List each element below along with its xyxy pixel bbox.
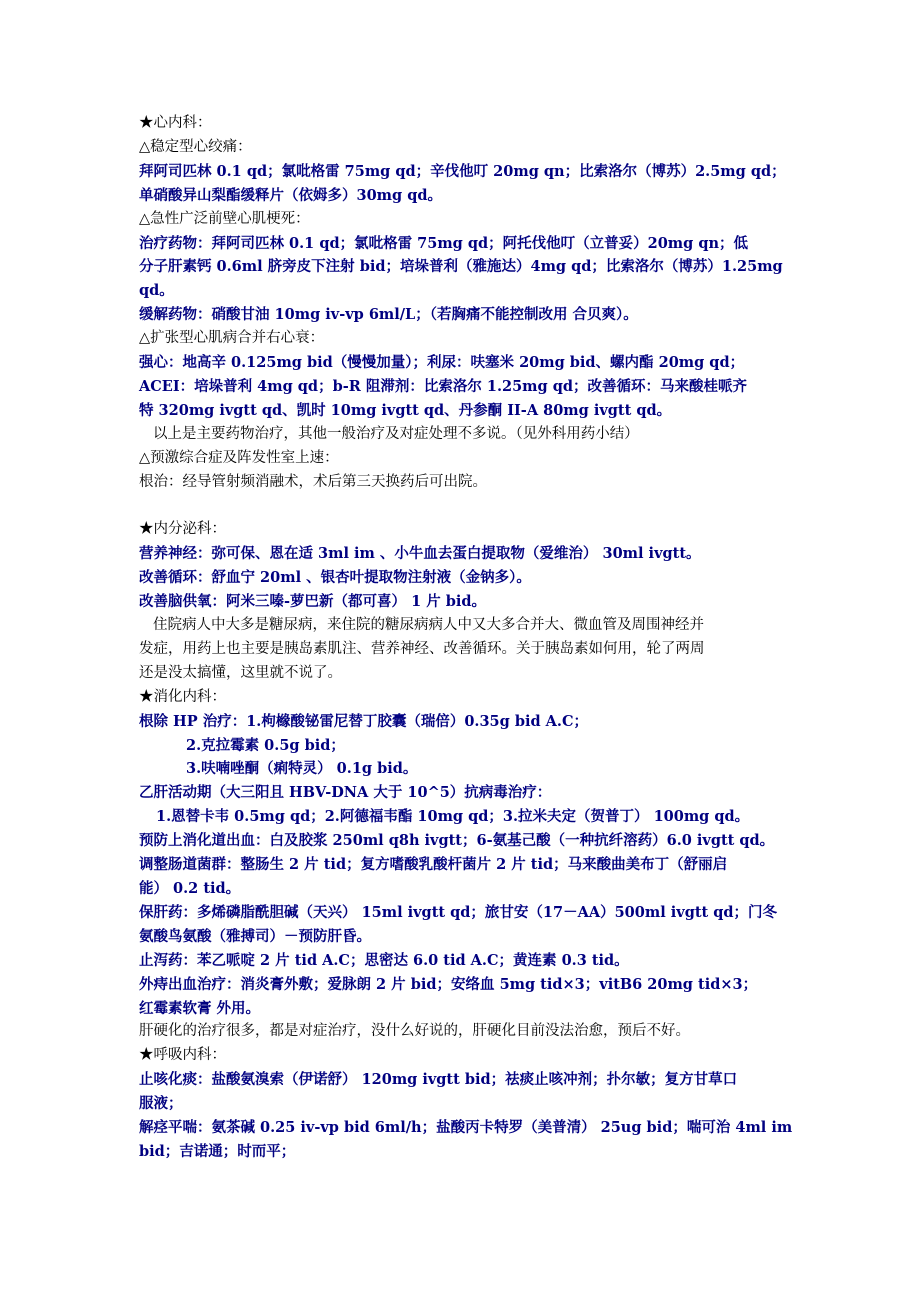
text-line: 氨酸鸟氨酸（雅搏司）－预防肝昏。 <box>139 927 371 945</box>
text-line: 拜阿司匹林 0.1 qd；氯吡格雷 75mg qd；辛伐他叮 20mg qn；比索洛尔（博苏）2.5mg qd； <box>139 162 786 180</box>
text-line: 预防上消化道出血：白及胶浆 250ml q8h ivgtt；6-氨基己酸（一种抗纤溶药）6.0 ivgtt qd。 <box>139 832 775 850</box>
text-line: 改善循环：舒血宁 20ml 、银杏叶提取物注射液（金钠多）。 <box>139 569 531 587</box>
heading-line: △稳定型心绞痛： <box>139 138 252 155</box>
text-line: 止咳化痰：盐酸氨溴索（伊诺舒） 120mg ivgtt bid；祛痰止咳冲剂；扑尔敏；复方甘草口 <box>139 1071 738 1089</box>
heading-line: ★内分泌科： <box>139 521 226 538</box>
heading-line: ★心内科： <box>139 115 212 131</box>
text-line: 调整肠道菌群：整肠生 2 片 tid；复方嗜酸乳酸杆菌片 2 片 tid；马来酸曲美布丁（舒丽启 <box>139 856 728 874</box>
heading-line: ★呼吸内科： <box>139 1047 226 1064</box>
heading-line: ★消化内科： <box>139 688 226 705</box>
text-line: 1.恩替卡韦 0.5mg qd；2.阿德福韦酯 10mg qd；3.拉米夫定（贺普丁） 100mg qd。 <box>156 808 750 826</box>
heading-line: △扩张型心肌病合并右心衰： <box>139 330 325 347</box>
text-line: 改善脑供氧：阿米三嗪-萝巴新（都可喜） 1 片 bid。 <box>139 593 487 611</box>
heading-line: △急性广泛前壁心肌梗死： <box>139 210 310 227</box>
text-line: 保肝药：多烯磷脂酰胆碱（天兴） 15ml ivgtt qd；旅甘安（17－AA）500ml ivgtt qd；门冬 <box>139 903 778 921</box>
heading-line: 住院病人中大多是糖尿病，来住院的糖尿病病人中又大多合并大、微血管及周围神经并 <box>153 617 704 634</box>
text-line: 能） 0.2 tid。 <box>139 879 241 897</box>
text-line: 营养神经：弥可保、恩在适 3ml im 、小牛血去蛋白提取物（爱维治） 30ml ivgtt。 <box>139 545 701 563</box>
text-line: bid；吉诺通；时而平； <box>139 1142 296 1160</box>
heading-line: 还是没太搞懂，这里就不说了。 <box>139 664 342 681</box>
text-line: 红霉素软膏 外用。 <box>139 999 261 1017</box>
text-line: 止泻药：苯乙哌啶 2 片 tid A.C；思密达 6.0 tid A.C；黄连素 0.3 tid。 <box>139 951 629 969</box>
text-line: 单硝酸异山梨酯缓释片（依姆多）30mg qd。 <box>139 186 442 204</box>
text-line: 解痉平喘：氨茶碱 0.25 iv-vp bid 6ml/h；盐酸丙卡特罗（美普清） 25ug bid；喘可治 4ml im <box>139 1119 793 1137</box>
text-line: qd。 <box>139 282 174 300</box>
text-line: 乙肝活动期（大三阳且 HBV-DNA 大于 10^5）抗病毒治疗： <box>139 784 552 802</box>
blank-line <box>139 495 799 519</box>
text-line: 分子肝素钙 0.6ml 脐旁皮下注射 bid；培垛普利（雅施达）4mg qd；比索洛尔（博苏）1.25mg <box>139 258 783 276</box>
text-line: 外痔出血治疗：消炎膏外敷；爱脉朗 2 片 bid；安络血 5mg tid×3；vitB6 20mg tid×3； <box>139 975 758 993</box>
text-line: 缓解药物：硝酸甘油 10mg iv-vp 6ml/L；（若胸痛不能控制改用 合贝爽）。 <box>139 306 638 324</box>
heading-line: 根治：经导管射频消融术，术后第三天换药后可出院。 <box>139 473 487 490</box>
heading-line: 肝硬化的治疗很多，都是对症治疗，没什么好说的，肝硬化目前没法治愈，预后不好。 <box>139 1023 690 1040</box>
text-line: 根除 HP 治疗：1.枸橼酸铋雷尼替丁胶囊（瑞倍）0.35g bid A.C； <box>139 712 589 730</box>
text-line: 治疗药物：拜阿司匹林 0.1 qd；氯吡格雷 75mg qd；阿托伐他叮（立普妥）20mg qn；低 <box>139 234 749 252</box>
heading-line: 以上是主要药物治疗，其他一般治疗及对症处理不多说。（见外科用药小结） <box>153 425 639 442</box>
text-line: 服液； <box>139 1095 183 1113</box>
heading-line: 发症，用药上也主要是胰岛素肌注、营养神经、改善循环。关于胰岛素如何用，轮了两周 <box>139 640 705 657</box>
text-line: ACEI：培垛普利 4mg qd；b-R 阻滞剂：比索洛尔 1.25mg qd；改善循环：马来酸桂哌齐 <box>139 377 747 395</box>
heading-line: △预激综合症及阵发性室上速： <box>139 449 339 466</box>
text-line: 特 320mg ivgtt qd、凯时 10mg ivgtt qd、丹参酮 II-A 80mg ivgtt qd。 <box>139 401 672 419</box>
text-line: 2.克拉霉素 0.5g bid； <box>186 736 345 754</box>
document-page <box>139 112 799 1164</box>
text-line: 3.呋喃唑酮（痢特灵） 0.1g bid。 <box>186 760 418 778</box>
text-line: 强心：地高辛 0.125mg bid（慢慢加量）；利尿：呋塞米 20mg bid、螺内酯 20mg qd； <box>139 354 745 372</box>
